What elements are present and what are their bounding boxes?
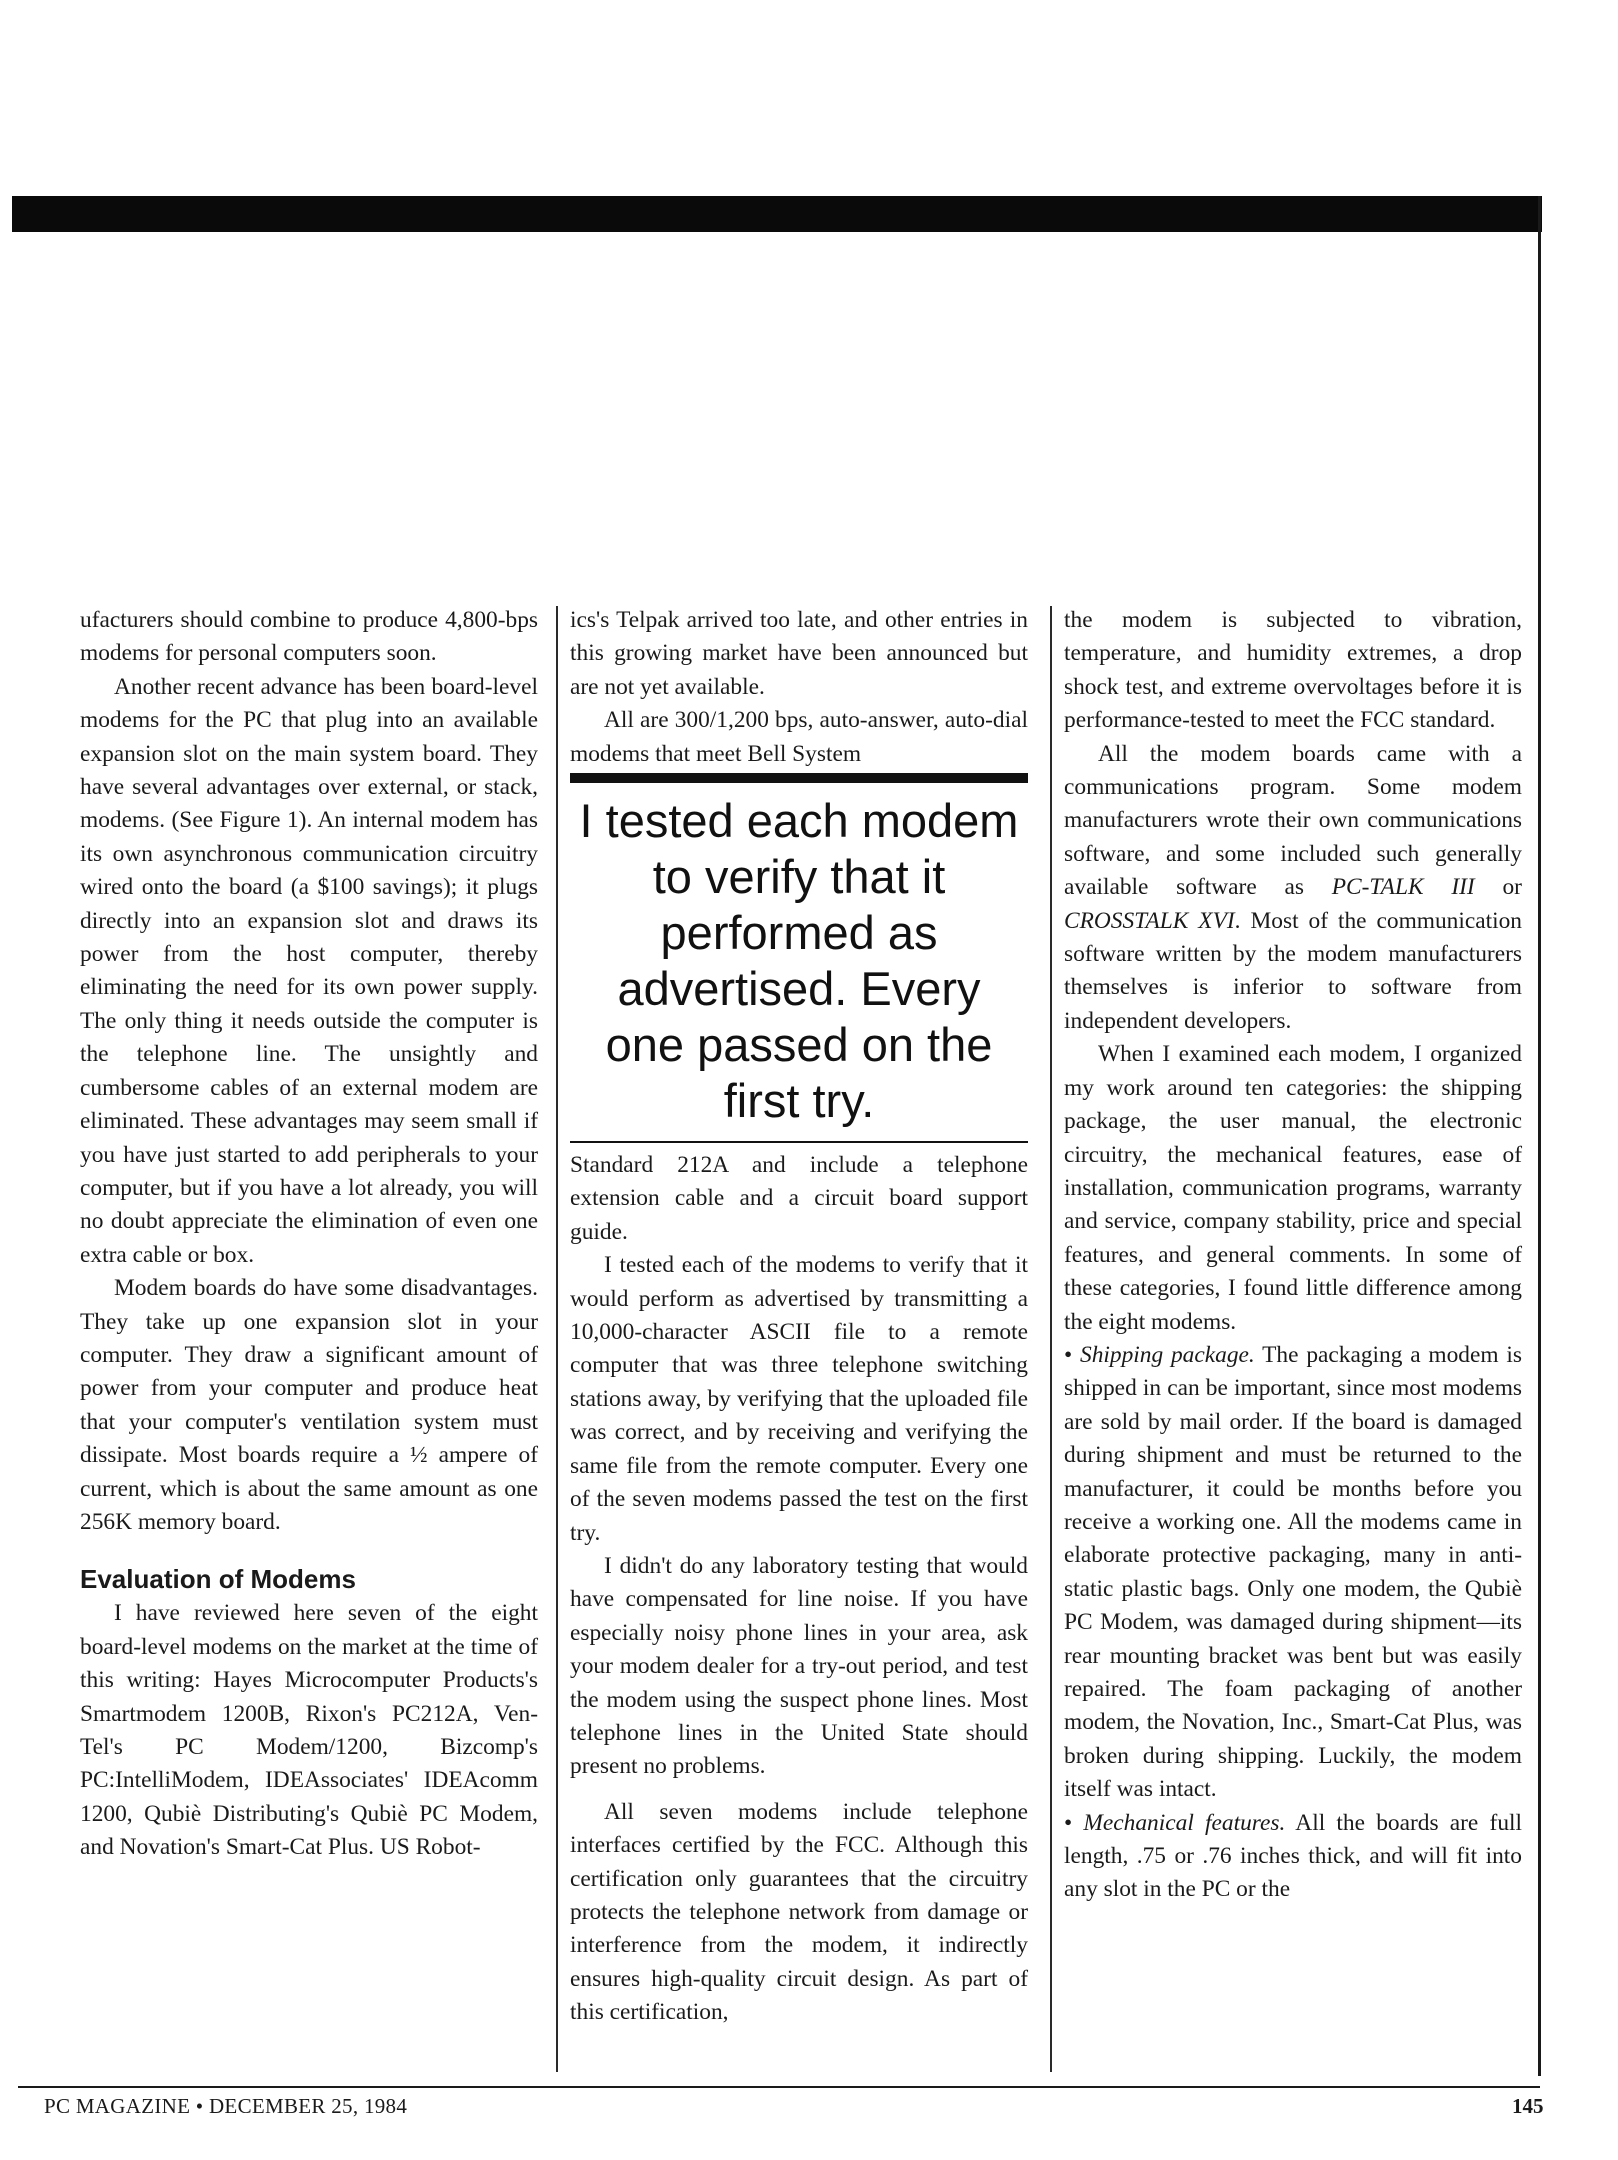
product-name: PC-TALK III <box>1331 874 1475 901</box>
column-1 <box>80 604 538 1865</box>
paragraph: All are 300/1,200 bps, auto-answer, auto-dial modems that meet Bell System <box>570 707 1028 767</box>
paragraph: the modem is subjected to vibration, temperature, and humidity extremes, a drop shock test, and extreme overvoltages before it is performance-tested to meet the FCC standard. <box>1064 607 1522 734</box>
paragraph: All seven modems include telephone interfaces certified by the FCC. Although this certification only guarantees that the circuitry protects the telephone network from damage or interference from the modem, it indirectly ensures high-quality circuit design. As part of this certification, <box>570 1798 1028 2026</box>
column-3 <box>1064 604 1522 1907</box>
text-run: All the modem boards came with a communications program. Some modem manufacturers wrote their own communications software, and some included such generally available software as <box>1064 740 1522 901</box>
bullet-icon: • <box>1064 1809 1073 1836</box>
paragraph: I tested each of the modems to verify that it would perform as advertised by transmitting a 10,000-character ASCII file to a remote computer that was three telephone switching stations away, by verifying that the uploaded file was correct, and by receiving and verifying the same file from the remote computer. Every one of the seven modems passed the test on the first try. <box>570 1252 1028 1546</box>
text-run: The packaging a modem is shipped in can be important, since most modems are sold by mail order. If the board is damaged during shipment and must be returned to the manufacturer, it could be months before you receive a working one. All the modems came in elaborate protective packaging, many in anti-static plastic bags. Only one modem, the Qubiè PC Modem, was damaged during shipment—its rear mounting bracket was bent but was easily repaired. The foam packaging of another modem, the Novation, Inc., Smart-Cat Plus, was broken during shipping. Luckily, the modem itself was intact. <box>1064 1341 1522 1803</box>
footer-rule <box>18 2086 1540 2088</box>
page-number: 145 <box>1512 2094 1544 2118</box>
column-2 <box>570 604 1028 2030</box>
footer-publication: PC MAGAZINE • DECEMBER 25, 1984 <box>44 2094 408 2118</box>
run-in-heading: Shipping package. <box>1080 1341 1255 1368</box>
paragraph <box>1064 1807 1522 1907</box>
text-run: All the boards are full length, .75 or .76 inches thick, and will fit into any slot in the PC or the <box>1064 1809 1523 1903</box>
bullet-icon: • <box>1064 1341 1073 1368</box>
text-run: . Most of the communication software written by the modem manufacturers themselves is inferior to software from independent developers. <box>1064 907 1522 1034</box>
paragraph: ics's Telpak arrived too late, and other entries in this growing market have been announced but are not yet available. <box>570 607 1028 700</box>
text-run: or <box>1474 874 1522 901</box>
pull-quote: I tested each modem to verify that it performed as advertised. Every one passed on the first try. <box>570 773 1028 1143</box>
paragraph <box>1064 1339 1522 1807</box>
run-in-heading: Mechanical features. <box>1083 1809 1286 1836</box>
column-divider <box>1050 606 1052 2072</box>
paragraph: I didn't do any laboratory testing that would have compensated for line noise. If you have especially noisy phone lines in your area, ask your modem dealer for a try-out period, and test the modem using the suspect phone lines. Most telephone lines in the United State should present no problems. <box>570 1552 1028 1780</box>
paragraph: Another recent advance has been board-level modems for the PC that plug into an available expansion slot on the main system board. They have several advantages over external, or stack, modems. (See Figure 1). An internal modem has its own asynchronous communication circuitry wired onto the board (a $100 savings); it plugs directly into an expansion slot and draws its power from the host computer, thereby eliminating the need for its own power supply. The only thing it needs outside the computer is the telephone line. The unsightly and cumbersome cables of an external modem are eliminated. These advantages may seem small if you have just started to add peripherals to your computer, but if you have a lot already, you will no doubt appreciate the elimination of even one extra cable or box. <box>80 673 538 1268</box>
paragraph: Modem boards do have some disadvantages. They take up one expansion slot in your computer. They draw a significant amount of power from your computer and produce heat that your computer's ventilation system must dissipate. Most boards require a ½ ampere of current, which is about the same amount as one 256K memory board. <box>80 1275 538 1535</box>
paragraph <box>1064 738 1522 1039</box>
product-name: CROSSTALK XVI <box>1064 907 1235 934</box>
paragraph: I have reviewed here seven of the eight board-level modems on the market at the time of this writing: Hayes Microcomputer Products's Smartmodem 1200B, Rixon's PC212A, Ven-Tel's PC Modem/1200, Bizcomp's PC:IntelliModem, IDEAssociates' IDEAcomm 1200, Qubiè Distributing's Qubiè PC Modem, and Novation's Smart-Cat Plus. US Robot- <box>80 1600 538 1861</box>
paragraph: ufacturers should combine to produce 4,800-bps modems for personal computers soon. <box>80 607 538 667</box>
paragraph: Standard 212A and include a telephone extension cable and a circuit board support guide. <box>570 1152 1028 1245</box>
section-heading: Evaluation of Modems <box>80 1564 356 1595</box>
column-divider <box>556 606 558 2072</box>
header-black-bar <box>12 196 1542 232</box>
right-frame-rule <box>1538 196 1541 2076</box>
paragraph: When I examined each modem, I organized my work around ten categories: the shipping package, the user manual, the electronic circuitry, the mechanical features, ease of installation, communication programs, warranty and service, company stability, price and special features, and general comments. In some of these categories, I found little difference among the eight modems. <box>1064 1041 1522 1335</box>
